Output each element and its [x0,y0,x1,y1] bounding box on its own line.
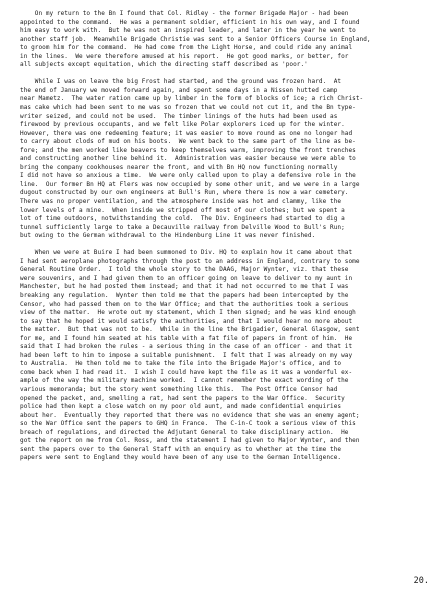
paragraph-return-to-battalion: On my return to the Bn I found that Col. Ridley - the former Brigade Major - had been appointed to the command. He was a permanent soldier, efficient in his own way, and I found him easy to work with. But he was not an inspired leader, and later in the year he went to another staff job. Meanwhile Brigade Christie was sent to a Senior Officers Course in England, to groom him for the command. He had come from the Light Horse, and could ride any animal in the lines. We were therefore amused at his report. He got good marks, or better, for all subjects except equitation, which the directing staff described as 'poor.' [20,10,371,69]
document-page [20,10,432,463]
page-number: 20. [413,576,429,586]
paragraph-frost-and-line: While I was on leave the big Frost had started, and the ground was frozen hard. At the end of January we moved forward again, and spent some days in a Nissen hutted camp near Mametz. The water ration came up by limber in the form of blocks of ice; a rich Christ- mas cake which had been sent to me was so frozen that we could not cut it, and the Bn type- writer seized, and could not be used. The timber linings of the huts had been used as firewood by previous occupants, and we felt like Polar explorers iced up for the winter. However, there was one redeeming feature; it was easier to move round as one no longer had to carry about clods of mud on his boots. We went back to the same part of the line as be- fore; and the men worked like beavers to keep themselves warm, improving the front trenches and constructing another line behind it. Administration was easier because we were able to bring the company cookhouses nearer the front, and with Bn HQ now functioning normally I did not have so anxious a time. We were only called upon to play a defensive role in the line. Our former Bn HQ at Flers was now occupied by some other unit, and we were in a large dugout constructed by our own engineers at Bull's Run, where there is now a war cemetery. There was no proper ventilation, and the atmosphere inside was hot and clammy, like the lower levels of a mine. When inside we stripped off most of our clothes; but we spent a lot of time outdoors, notwithstanding the cold. The Div. Engineers had started to dig a tunnel sufficiently large to take a Decauville railway from Delville Wood to Bull's Run; but owing to the German withdrawal to the Hindenburg Line it was never finished. [20,78,364,240]
paragraph-aeroplane-photographs: When we were at Buire I had been summoned to Div. HQ to explain how it came about that I had sent aeroplane photographs through the post to an address in England, contrary to some General Routine Order. I told the whole story to the DAAG, Major Wynter, viz. that these were souvenirs, and I had given them to an officer going on leave to deliver to my aunt in Manchester, but he had posted them instead; and that it had not occurred to me that I was breaking any regulation. Wynter then told me that the papers had been intercepted by the Censor, who had passed them on to the War Office; and that the authorities took a serious view of the matter. He wrote out my statement, which I then signed; and he was kind enough to say that he hoped it would satisfy the authorities, and that I would hear no more about the matter. But that was not to be. While in the line the Brigadier, General Glasgow, sent for me, and I found him seated at his table with a fat file of papers in front of him. He said that I had broken the rules - a serious thing in the case of an officer - and that it had been left to him to impose a suitable punishment. I felt that I was already on my way to Australia. He then told me to take the file into the Brigade Major's office, and to come back when I had read it. I wish I could have kept the file as it was a wonderful ex- ample of the way the military machine worked. I cannot remember the exact wording of the various memoranda; but the story went something like this. The Post Office Censor had opened the packet, and, smelling a rat, had sent the papers to the War Office. Security police had then kept a close watch on my poor old aunt, and made confidential enquiries about her. Eventually they reported that there was no evidence that she was an enemy agent; so the War Office sent the papers to GHQ in France. The C-in-C took a serious view of this breach of regulations, and directed the Adjutant General to take disciplinary action. He got the report on me from Col. Ross, and the statement I had given to Major Wynter, and then sent the papers over to the General Staff with an enquiry as to whether at the time the papers were sent to England they would have been of any use to the German Intelligence. [20,249,360,462]
